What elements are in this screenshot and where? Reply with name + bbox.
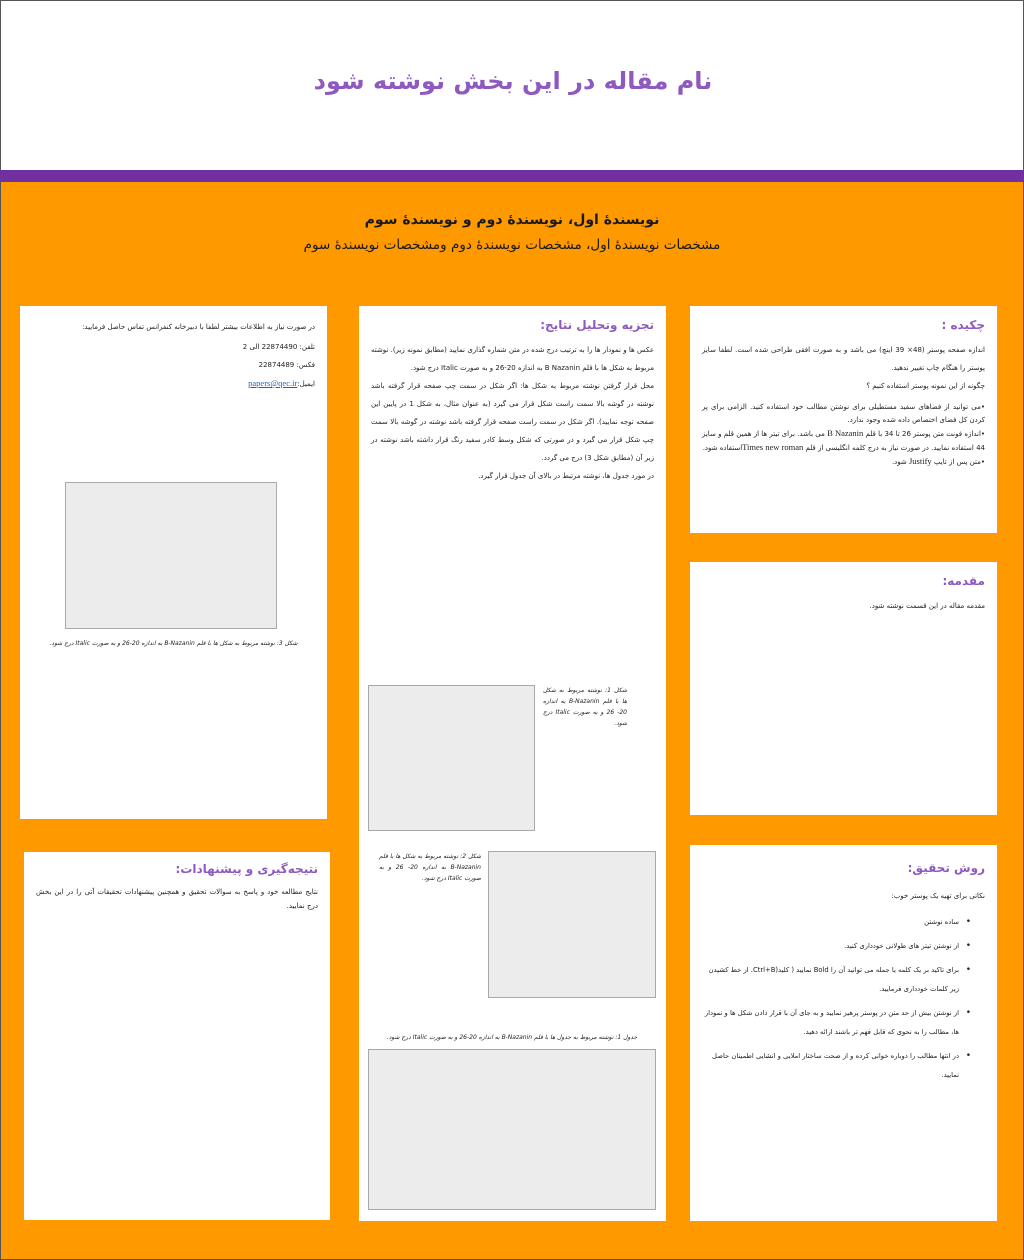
contact-intro: در صورت نیاز به اطلاعات بیشتر لطفا با دبیرخانه کنفرانس تماس حاصل فرمایید:	[82, 323, 315, 331]
figure-1-caption: شکل 1: نوشته مربوط به شکل ها با قلم B-Nazanin به اندازه 20- 26 و به صورت Italic درج شود.	[543, 687, 628, 727]
intro-text: مقدمه مقاله در این قسمت نوشته شود.	[869, 602, 985, 610]
method-lead: نکاتی برای تهیه یک پوستر خوب:	[891, 892, 985, 900]
method-list	[702, 913, 985, 1085]
figure-2-caption: شکل 2: نوشته مربوط به شکل ها با قلم B-Nazanin به اندازه 20- 26 و به صورت Italic درج شود.	[379, 853, 481, 882]
results-paragraph-2: محل قرار گرفتن نوشته مربوط به شکل ها: اگر شکل در سمت چپ صفحه قرار گرفته باشد نوشته در گوشه بالا سمت راست شکل قرار می گیرد (به عنوان مثال، به شکل 1 در پایین این صفحه توجه نمایید). اگر شکل در سمت راست صفحه قرار گرفته باشد نوشته در گوشه بالا سمت چپ شکل قرار می گیرد و در صورتی که شکل وسط کادر سفید رنگ قرار داشته باشد نوشته در زیر آن (مطابق شکل 3) درج می گردد.	[371, 382, 654, 462]
figure-3-placeholder	[65, 482, 277, 629]
intro-heading: مقدمه:	[942, 574, 985, 588]
abstract-paragraph-1: اندازه صفحه پوستر (48× 39 اینچ) می باشد و به صورت افقی طراحی شده است. لطفا سایز پوستر را هنگام چاپ تغییر ندهید.	[702, 346, 985, 372]
contact-email-row	[32, 374, 315, 393]
abstract-bullet-2: •اندازه فونت متن پوستر 26 تا 34 با قلم B Nazanin می باشد. برای تیتر ها از همین قلم و سایز 44 استفاده نمایید. در صورت نیاز به درج کلمه انگلیسی از قلم Times new romanاستفاده شود.	[702, 428, 986, 452]
header-stripe	[0, 170, 1024, 182]
abstract-bullet-1: •می توانید از فضاهای سفید مستطیلی برای نوشتن مطالب خود استفاده کنید. الزامی برای پر کردن کل فضای اختصاص داده شده وجود ندارد.	[702, 403, 985, 424]
conclusion-heading: نتیجه‌گیری و پیشنهادات:	[175, 862, 318, 876]
contact-email-link[interactable]: papers@qec.ir	[248, 378, 298, 388]
list-item: • ساده نوشتن	[702, 913, 971, 932]
list-item: • از نوشتن تیتر های طولانی خودداری کنید.	[702, 937, 971, 956]
contact-email-label: ایمیل:	[297, 380, 315, 388]
conclusion-text: نتایج مطالعه خود و پاسخ به سوالات تحقیق و همچنین پیشنهادات تحقیقات آتی را در این بخش درج نمایید.	[36, 888, 318, 910]
table-1-placeholder	[368, 1049, 656, 1210]
list-item: • از نوشتن بیش از حد متن در پوستر پرهیز نمایید و به جای آن با قرار دادن شکل ها و نمودار ها، مطالب را به نحوی که قابل فهم تر باشند ارائه دهید.	[702, 1004, 971, 1042]
abstract-paragraph-2: چگونه از این نمونه پوستر استفاده کنیم ؟	[866, 382, 985, 390]
figure-1-placeholder	[368, 685, 535, 831]
results-paragraph-1: عکس ها و نمودار ها را به ترتیب درج شده در متن شماره گذاری نمایید (مطابق نمونه زیر). نوشته مربوط به شکل ها با قلم B Nazanin به اندازه 20-26 و به صورت Italic درج شود.	[371, 346, 654, 372]
affiliations-line: مشخصات نویسندۀ اول، مشخصات نویسندۀ دوم ومشخصات نویسندۀ سوم	[303, 237, 721, 253]
intro-panel	[690, 562, 997, 815]
figure-3-caption: شکل 3: نوشته مربوط به شکل ها با قلم B-Nazanin به اندازه 20-26 و به صورت Italic درج شود.	[49, 640, 298, 647]
list-item: • برای تاکید بر یک کلمه یا جمله می توانید آن را Bold نمایید ( کلید(Ctrl+B. از خط کشیدن زیر کلمات خودداری فرمایید.	[702, 961, 971, 999]
abstract-panel	[690, 306, 997, 533]
contact-phone: تلفن: 22874490 الی 2	[242, 343, 315, 351]
paper-title: نام مقاله در این بخش نوشته شود	[313, 67, 713, 95]
abstract-bullet-3: •متن پس از تایپ Justify شود.	[891, 456, 985, 466]
poster-header	[0, 0, 1024, 170]
abstract-heading: چکیده :	[941, 318, 985, 332]
authors-line: نویسندۀ اول، نویسندۀ دوم و نویسندۀ سوم	[364, 212, 660, 228]
method-panel	[690, 845, 997, 1221]
results-heading: تجزیه وتحلیل نتایج:	[540, 318, 654, 332]
table-1-caption: جدول 1: نوشته مربوط به جدول ها با قلم B-Nazanin به اندازه 20-26 و به صورت Italic درج شود.	[386, 1034, 638, 1041]
conclusion-panel	[24, 852, 330, 1220]
figure-2-placeholder	[488, 851, 656, 998]
contact-fax: فکس: 22874489	[258, 361, 315, 369]
results-paragraph-3: در مورد جدول ها، نوشته مرتبط در بالای آن جدول قرار گیرد.	[478, 472, 654, 480]
list-item: • در انتها مطالب را دوباره خوانی کرده و از صحت ساختار املایی و انشایی اطمینان حاصل نمایید.	[702, 1047, 971, 1085]
method-heading: روش تحقیق:	[907, 861, 985, 875]
